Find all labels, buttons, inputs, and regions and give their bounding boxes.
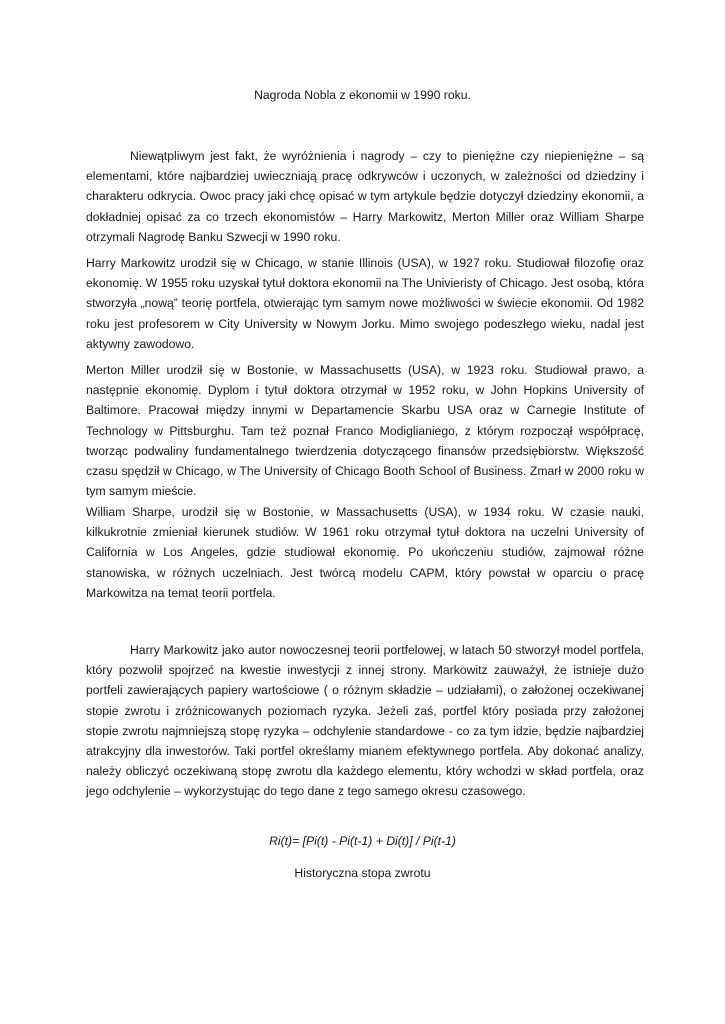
paragraph-introduction: Niewątpliwym jest fakt, że wyróżnienia i nagrody – czy to pieniężne czy niepieniężne – są elementami, które najbardziej uwieczniają pracę odkrywców i uczonych, w zależności od dziedziny i charakteru odkrycia. Owoc pracy jaki chcę opisać w tym artykule będzie dotyczył dziedziny ekonomii, a dokładniej opisać za co trzech ekonomistów – Harry Markowitz, Merton Miller oraz William Sharpe otrzymali Nagrodę Banku Szwecji w 1990 roku. <box>86 149 644 244</box>
paragraph-portfolio-theory: Harry Markowitz jako autor nowoczesnej teorii portfelowej, w latach 50 stworzył model portfela, który pozwolił spojrzeć na kwestie inwestycji z innej strony. Markowitz zauważył, że istnieje dużo portfeli zawierających papiery wartościowe ( o różnym składzie – udziałami), o założonej oczekiwanej stopie zwrotu i zróżnicowanych poziomach ryzyka. Jeżeli zaś, portfel który posiada przy założonej stopie zwrotu najmniejszą stopę ryzyka – odchylenie standardowe - co za tym idzie, będzie najbardziej atrakcyjny dla inwestorów. Taki portfel określamy mianem efektywnego portfela. Aby dokonać analizy, należy obliczyć oczekiwaną stopę zwrotu dla każdego elementu, który wchodzi w skład portfela, oraz jego odchylenie – wykorzystując do tego dane z tego samego okresu czasowego. <box>86 643 644 799</box>
paragraph-miller-bio: Merton Miller urodził się w Bostonie, w Massachusetts (USA), w 1923 roku. Studiował prawo, a następnie ekonomię. Dyplom i tytuł doktora otrzymał w 1952 roku, w John Hopkins University of Baltimore. Pracował między innymi w Departamencie Skarbu USA oraz w Carnegie Institute of Technology w Pittsburghu. Tam też poznał Franco Modiglianiego, z którym rozpoczął współpracę, tworząc podwaliny fundamentalnego twierdzenia dotyczącego finansów przedsiębiorstw. Większość czasu spędził w Chicago, w The University of Chicago Booth School of Business. Zmarł w 2000 roku w tym samym mieście. <box>86 363 644 499</box>
return-formula: Ri(t)= [Pi(t) - Pi(t-1) + Di(t)] / Pi(t-1) <box>269 834 456 848</box>
paragraph-sharpe-bio: William Sharpe, urodził się w Bostonie, w Massachusetts (USA), w 1934 roku. W czasie nauki, kilkukrotnie zmieniał kierunek studiów. W 1961 roku otrzymał tytuł doktora na uczelni University of California w Los Angeles, gdzie studiował ekonomię. Po ukończeniu studiów, zajmował różne stanowiska, w różnych uczelniach. Jest twórcą modelu CAPM, który powstał w oparciu o pracę Markowitza na temat teorii portfela. <box>86 505 644 600</box>
document-title: Nagroda Nobla z ekonomii w 1990 roku. <box>254 88 471 102</box>
paragraph-markowitz-bio: Harry Markowitz urodził się w Chicago, w stanie Illinois (USA), w 1927 roku. Studiował filozofię oraz ekonomię. W 1955 roku uzyskał tytuł doktora ekonomii na The Univieristy of Chicago. Jest osobą, która stworzyła „nową” teorię portfela, otwierając tym samym nowe możliwości w świecie ekonomii. Od 1982 roku jest profesorem w City University w Nowym Jorku. Mimo swojego podeszłego wieku, nadal jest aktywny zawodowo. <box>86 256 644 351</box>
formula-caption: Historyczna stopa zwrotu <box>294 866 431 880</box>
